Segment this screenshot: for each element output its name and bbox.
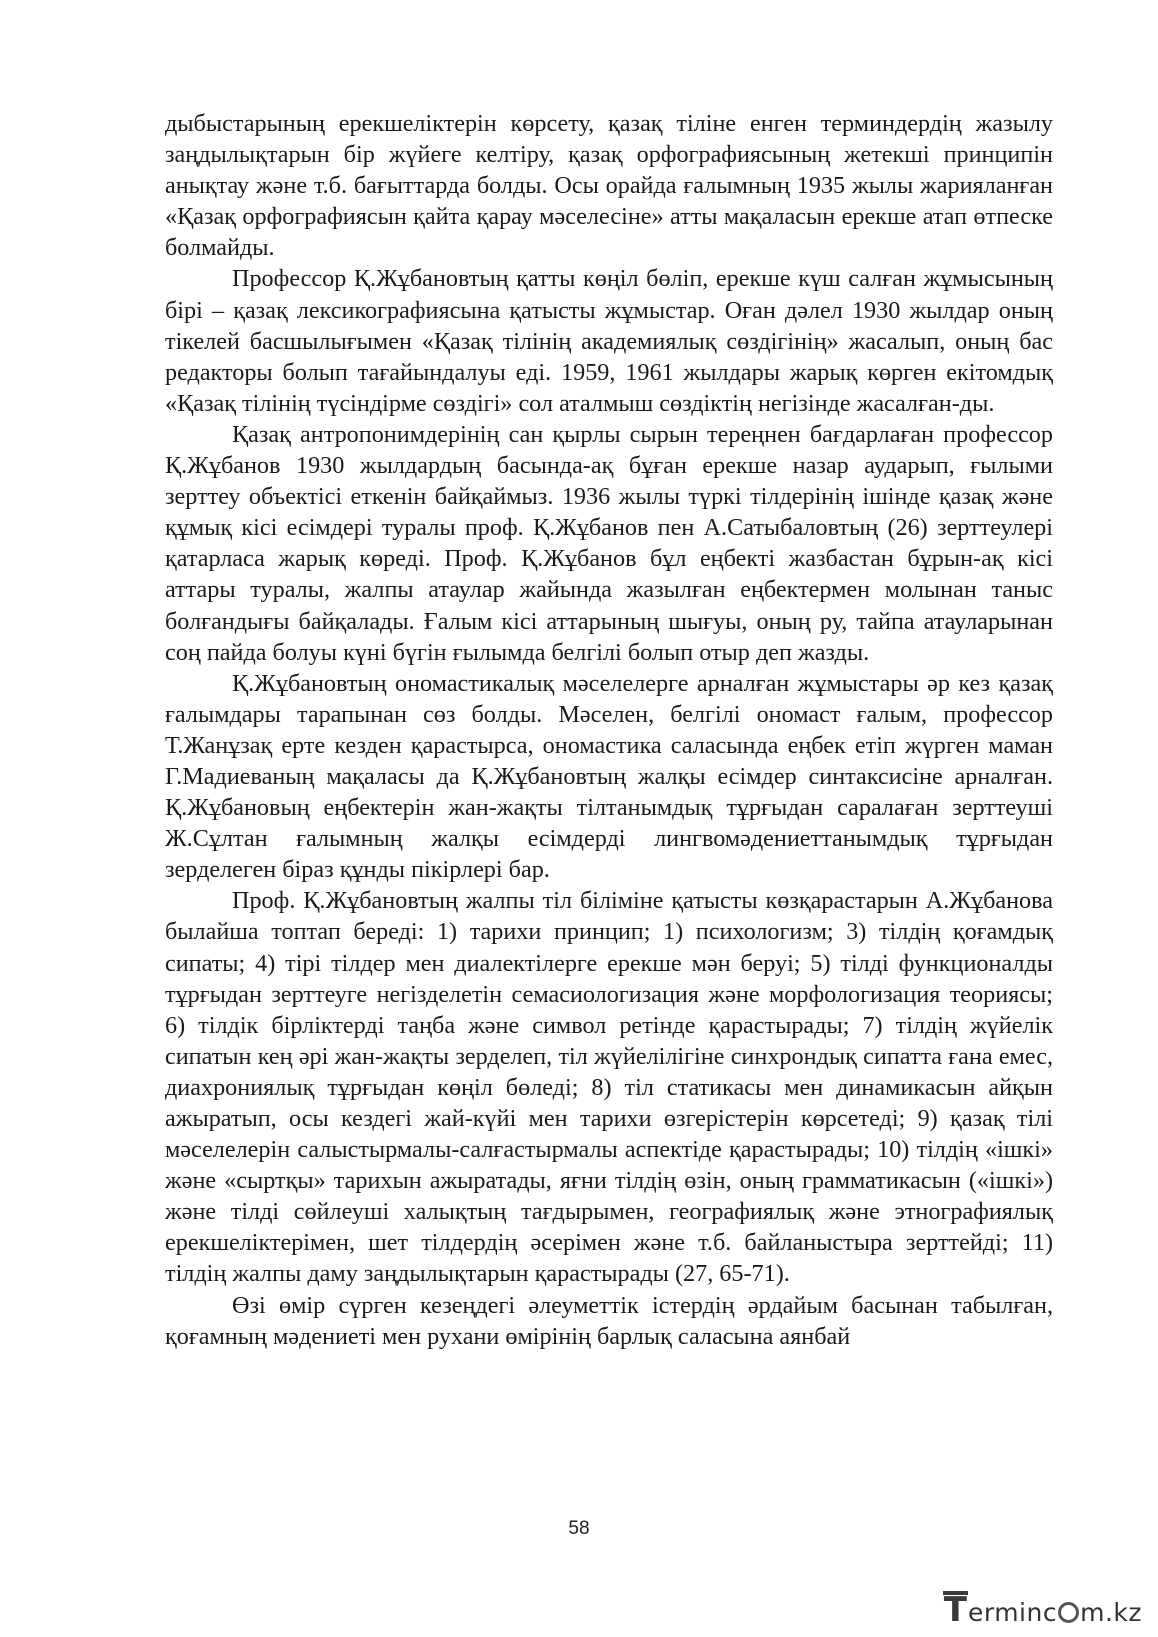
- watermark-logo: [943, 1590, 1142, 1630]
- watermark-t-letter: T: [943, 1590, 967, 1630]
- watermark-text-part2: m.kz: [1080, 1598, 1142, 1627]
- paragraph-1: дыбыстарының ерекшеліктерін көрсету, қазақ тіліне енген терминдердің жазылу заңдылықтарын бір жүйеге келтіру, қазақ орфографиясының жетекші принципін анықтау және т.б. бағыттарда болды. Осы орайда ғалымның 1935 жылы жарияланған «Қазақ орфографиясын қайта қарау мәселесіне» атты мақаласын ерекше атап өтпеске болмайды.: [165, 110, 1053, 262]
- globe-icon: [1058, 1602, 1079, 1623]
- page-number: 58: [568, 1518, 590, 1539]
- paragraph-2: Профессор Қ.Жұбановтың қатты көңіл бөліп, ерекше күш салған жұмысының бірі – қазақ лексикографиясына қатысты жұмыстар. Оған дәлел 1930 жылдар оның тікелей басшылығымен «Қазақ тілінің академиялық сөздігінің» жасалып, оның бас редакторы болып тағайындалуы еді. 1959, 1961 жылдары жарық көрген екітомдық «Қазақ тілінің түсіндірме сөздігі» сол аталмыш сөздіктің негізінде жасалған-ды.: [165, 265, 1053, 417]
- paragraph-3: Қазақ антропонимдерінің сан қырлы сырын тереңнен бағдарлаған профессор Қ.Жұбанов 1930 жылдардың басында-ақ бұған ерекше назар аударып, ғылыми зерттеу объектісі еткенін байқаймыз. 1936 жылы түркі тілдерінің ішінде қазақ және құмық кісі есімдері туралы проф. Қ.Жұбанов пен А.Сатыбаловтың (26) зерттеулері қатарласа жарық көреді. Проф. Қ.Жұбанов бұл еңбекті жазбастан бұрын-ақ кісі аттары туралы, жалпы атаулар жайында жазылған еңбектермен молынан таныс болғандығы байқалады. Ғалым кісі аттарының шығуы, оның ру, тайпа атауларынан соң пайда болуы күні бүгін ғылымда белгілі болып отыр деп жазды.: [165, 420, 1053, 666]
- paragraph-4: Қ.Жұбановтың ономастикалық мәселелерге арналған жұмыстары әр кез қазақ ғалымдары тарапынан сөз болды. Мәселен, белгілі ономаст ғалым, профессор Т.Жанұзақ ерте кезден қарастырса, ономастика саласында еңбек етіп жүрген маман Г.Мадиеваның мақаласы да Қ.Жұбановтың жалқы есімдер синтаксисіне арналған. Қ.Жұбановың еңбектерін жан-жақты тілтанымдық тұрғыдан саралаған зерттеуші Ж.Сұлтан ғалымның жалқы есімдерді лингвомәдениеттанымдық тұрғыдан зерделеген біраз құнды пікірлері бар.: [165, 669, 1053, 884]
- body-text: [165, 108, 1053, 1352]
- paragraph-5: Проф. Қ.Жұбановтың жалпы тіл біліміне қатысты көзқарастарын А.Жұбанова былайша топтап береді: 1) тарихи принцип; 1) психологизм; 3) тілдің қоғамдық сипаты; 4) тірі тілдер мен диалектілерге ерекше мән беруі; 5) тілді функционалды тұрғыдан зерттеуге негізделетін семасиологизация және морфологизация теориясы; 6) тілдік бірліктерді таңба және символ ретінде қарастырады; 7) тілдің жүйелік сипатын кең әрі жан-жақты зерделеп, тіл жүйелілігіне синхрондық сипатта ғана емес, диахрониялық тұрғыдан көңіл бөледі; 8) тіл статикасы мен динамикасын айқын ажыратып, осы кездегі жай-күйі мен тарихи өзгерістерін көрсетеді; 9) қазақ тілі мәселелерін салыстырмалы-салғастырмалы аспектіде қарастырады; 10) тілдің «ішкі» және «сыртқы» тарихын ажыратады, яғни тілдің өзін, оның грамматикасын («ішкі») және тілді сөйлеуші халықтың тағдырымен, географиялық және этнографиялық ерекшеліктерімен, шет тілдердің әсерімен және т.б. байланыстыра зерттейді; 11) тілдің жалпы даму заңдылықтарын қарастырады (27, 65-71).: [165, 887, 1053, 1288]
- paragraph-6: Өзі өмір сүрген кезеңдегі әлеуметтік істердің әрдайым басынан табылған, қоғамның мәдениеті мен рухани өмірінің барлық саласына аянбай: [165, 1291, 1053, 1350]
- watermark-text-part1: erminc: [967, 1598, 1058, 1627]
